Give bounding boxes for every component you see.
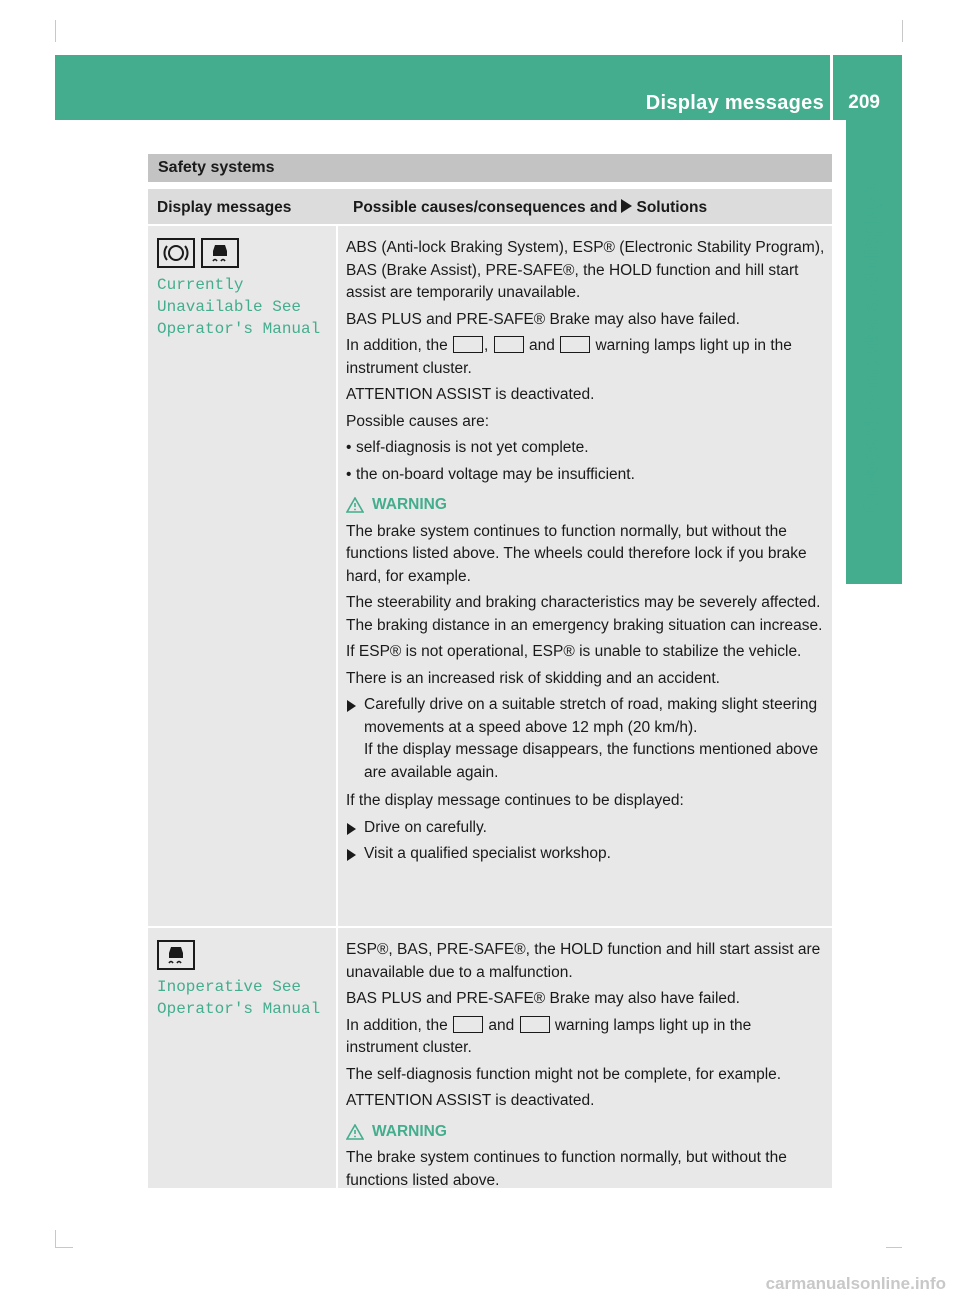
header-divider	[830, 55, 833, 120]
paragraph: If the display message continues to be displayed:	[346, 792, 684, 809]
abs-lamp-icon	[560, 336, 590, 353]
abs-warning-icon	[157, 238, 195, 268]
crop-mark	[55, 1230, 56, 1248]
list-item: • self-diagnosis is not yet complete.	[346, 437, 826, 460]
warning-triangle-icon	[346, 1124, 364, 1140]
header-title: Display messages	[645, 92, 824, 114]
paragraph: Possible causes are:	[346, 412, 490, 430]
crop-mark	[886, 1247, 902, 1248]
esp-off-lamp-icon	[494, 336, 524, 353]
section-title: Safety systems	[148, 154, 832, 182]
side-tab-label: On-board computer and displays	[860, 183, 883, 513]
column-header-messages: Display messages	[157, 199, 292, 216]
paragraph: If ESP® is not operational, ESP® is unable to stabilize the vehicle.	[346, 643, 802, 660]
paragraph: The steerability and braking characteristics may be severely affected. The braking distance in an emergency braking situation can increase.	[346, 594, 823, 634]
paragraph: There is an increased risk of skidding and an accident.	[346, 669, 720, 687]
paragraph: In addition, the and warning lamps light up in the instrument cluster.	[346, 1016, 752, 1056]
list-item: • the on-board voltage may be insufficient.	[346, 464, 826, 487]
table-row	[148, 928, 832, 1188]
table-header	[148, 189, 832, 224]
paragraph: The self-diagnosis function might not be complete, for example.	[346, 1065, 782, 1083]
crop-mark	[55, 20, 56, 42]
page-number: 209	[848, 92, 880, 113]
watermark: carmanualsonline.info	[765, 1274, 946, 1293]
esp-off-lamp-icon	[520, 1016, 550, 1033]
paragraph: BAS PLUS and PRE-SAFE® Brake may also have failed.	[346, 310, 740, 328]
display-message: Inoperative See Operator's Manual	[157, 978, 321, 1018]
paragraph: ESP®, BAS, PRE-SAFE®, the HOLD function and hill start assist are unavailable due to a malfunction.	[346, 941, 821, 981]
warning-triangle-icon	[346, 497, 364, 513]
esp-skid-icon	[157, 940, 195, 970]
warning-heading: WARNING	[346, 494, 826, 517]
instruction-step: Carefully drive on a suitable stretch of road, making slight steering movements at a speed above 12 mph (20 km/h). If the display message disappears, the functions mentioned above are available again.	[346, 694, 826, 784]
paragraph: The brake system continues to function normally, but without the functions listed above.	[346, 1149, 787, 1189]
step-arrow-icon	[347, 700, 356, 712]
instruction-step: Visit a qualified specialist workshop.	[346, 843, 826, 866]
crop-mark	[902, 20, 903, 42]
paragraph: ATTENTION ASSIST is deactivated.	[346, 1092, 595, 1109]
paragraph: BAS PLUS and PRE-SAFE® Brake may also have failed.	[346, 990, 740, 1007]
paragraph: The brake system continues to function normally, but without the functions listed above. The wheels could therefore lock if you brake hard, for example.	[346, 522, 807, 585]
esp-skid-icon	[201, 238, 239, 268]
warning-heading: WARNING	[346, 1121, 826, 1144]
step-arrow-icon	[347, 823, 356, 835]
step-arrow-icon	[347, 849, 356, 861]
messages-table	[148, 189, 832, 1188]
arrow-icon	[621, 199, 632, 213]
instruction-step: Drive on carefully.	[346, 817, 826, 840]
crop-mark	[55, 1247, 73, 1248]
paragraph: In addition, the , and warning lamps light up in the instrument cluster.	[346, 337, 792, 377]
esp-lamp-icon	[453, 1016, 483, 1033]
paragraph: ATTENTION ASSIST is deactivated.	[346, 386, 595, 403]
page-header	[55, 55, 902, 120]
display-message: Currently Unavailable See Operator's Manual	[157, 276, 321, 338]
column-header-solutions: Possible causes/consequences and Solutions	[353, 199, 708, 216]
esp-lamp-icon	[453, 336, 483, 353]
paragraph: ABS (Anti-lock Braking System), ESP® (Electronic Stability Program), BAS (Brake Assist), PRE-SAFE®, the HOLD function and hill start assist are temporarily unavailable.	[346, 239, 825, 301]
table-row	[148, 226, 832, 926]
